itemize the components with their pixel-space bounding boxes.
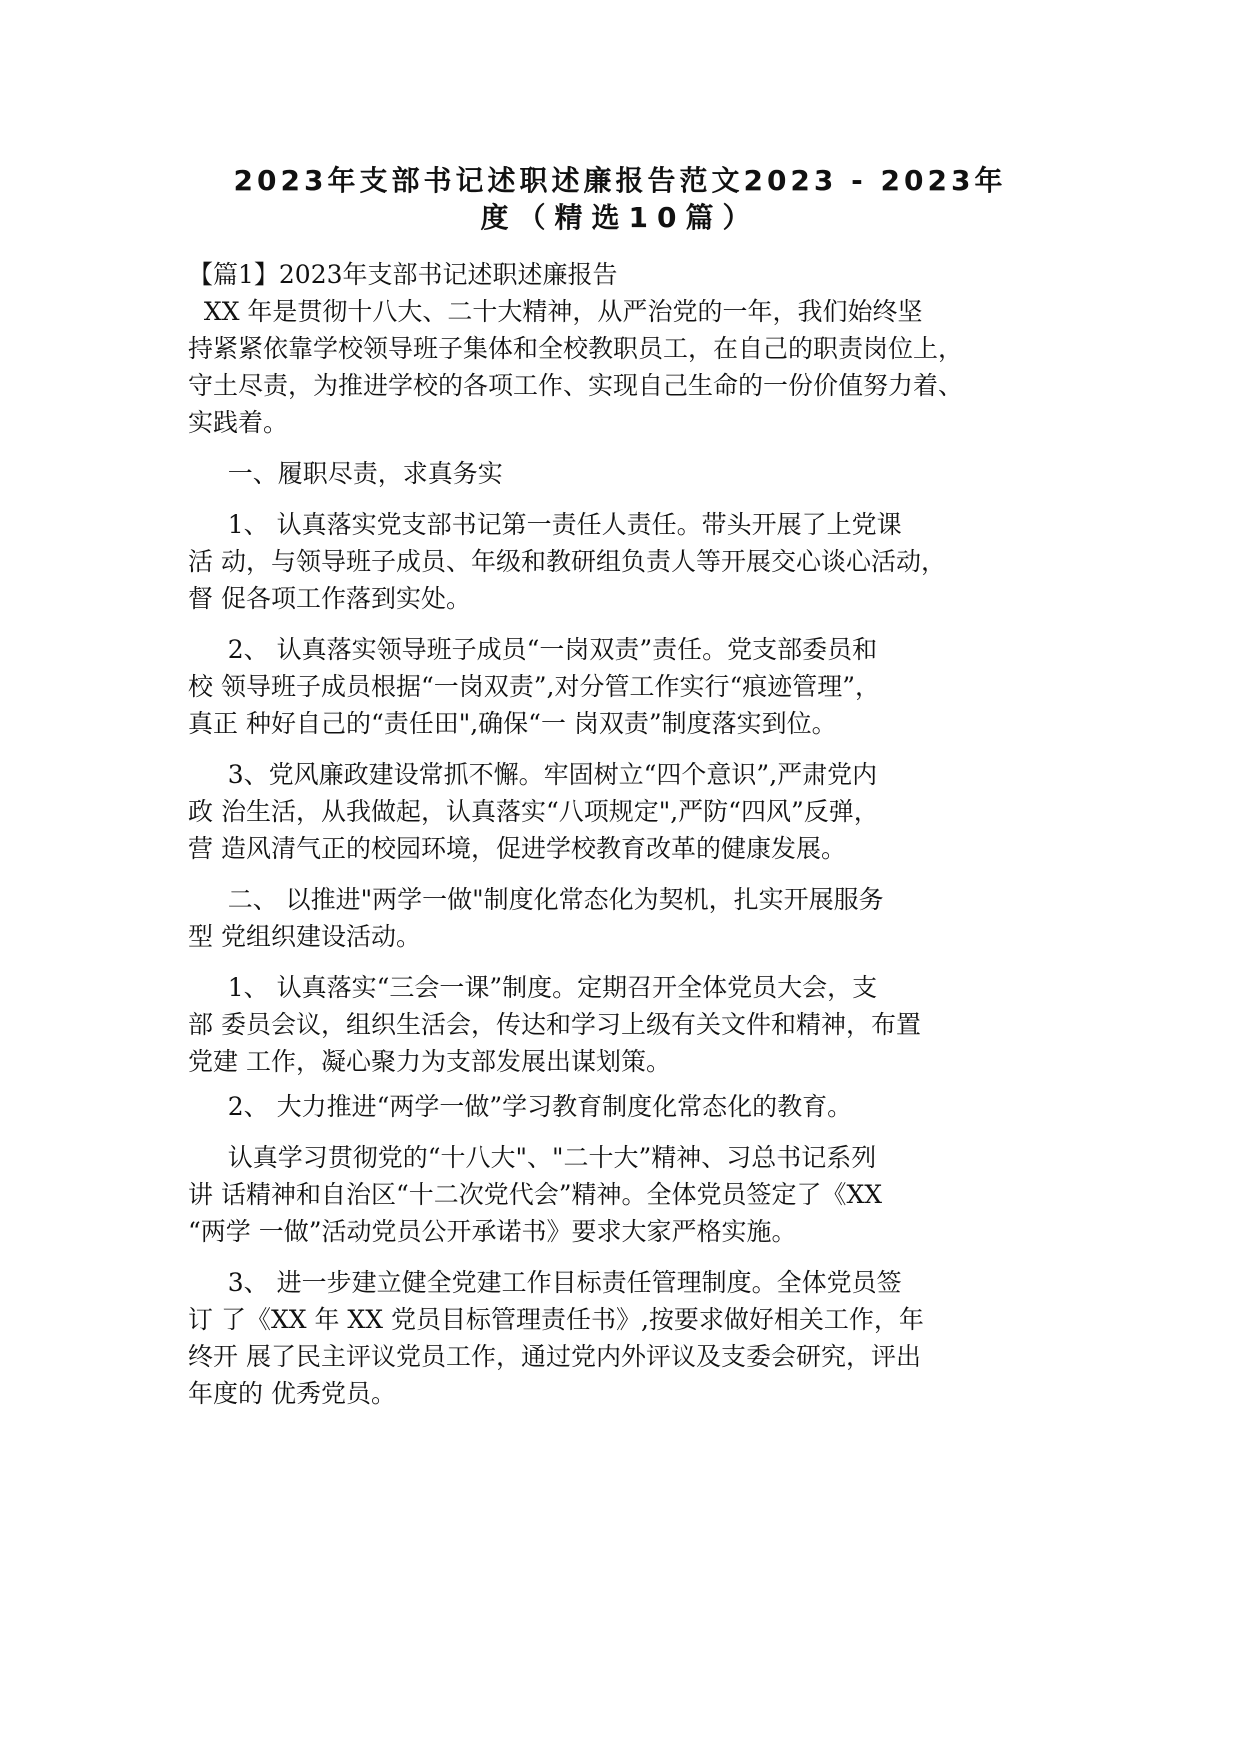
paragraph-line: 终开 展了民主评议党员工作，通过党内外评议及支委会研究，评出 [188,1342,921,1371]
paragraph-line: 守土尽责，为推进学校的各项工作、实现自己生命的一份价值努力着、 [188,371,964,400]
paragraph-line: 认真学习贯彻党的“十八大"、"二十大”精神、习总书记系列 [188,1143,877,1172]
paragraph [188,756,1068,867]
paragraph [188,293,1068,441]
section-heading: 【篇1】2023年支部书记述职述廉报告 [188,260,618,289]
paragraph [188,881,1068,955]
paragraph-line: 部 委员会议，组织生活会，传达和学习上级有关文件和精神，布置 [188,1010,921,1039]
paragraph-line: 一、履职尽责，求真务实 [188,459,503,488]
paragraph [188,1139,1068,1250]
paragraph-line: XX 年是贯彻十八大、二十大精神，从严治党的一年，我们始终坚 [188,297,923,326]
paragraph [188,1088,1068,1125]
paragraph-line: 讲 话精神和自治区“十二次党代会”精神。全体党员签定了《XX [188,1180,883,1209]
paragraph-line: 年度的 优秀党员。 [188,1379,396,1408]
document-body [188,256,1068,1412]
paragraph-line: 二、 以推进"两学一做"制度化常态化为契机，扎实开展服务 [188,885,884,914]
paragraph-line: 政 治生活，从我做起，认真落实“八项规定",严防“四风”反弹， [188,797,879,826]
paragraph [188,1264,1068,1412]
paragraph-line: 督 促各项工作落到实处。 [188,584,471,613]
paragraph-line: 活 动，与领导班子成员、年级和教研组负责人等开展交心谈心活动， [188,547,946,576]
document-title [200,162,1040,236]
document-title-line: 2023年支部书记述职述廉报告范文2023 - 2023年 [233,164,1007,197]
paragraph-line: 1、 认真落实“三会一课”制度。定期召开全体党员大会，支 [188,973,878,1002]
paragraph-line: 2、 认真落实领导班子成员“一岗双责”责任。党支部委员和 [188,635,878,664]
paragraph-line: “两学 一做”活动党员公开承诺书》要求大家严格实施。 [188,1217,797,1246]
paragraph-line: 型 党组织建设活动。 [188,922,421,951]
paragraph-line: 校 领导班子成员根据“一岗双责”,对分管工作实行“痕迹管理”， [188,672,881,701]
paragraph-line: 订 了《XX 年 XX 党员目标管理责任书》,按要求做好相关工作，年 [188,1305,924,1334]
paragraph-line: 真正 种好自己的“责任田",确保“一 岗双责”制度落实到位。 [188,709,837,738]
paragraph-line: 1、 认真落实党支部书记第一责任人责任。带头开展了上党课 [188,510,902,539]
paragraph-line: 2、 大力推进“两学一做”学习教育制度化常态化的教育。 [188,1092,853,1121]
document-title-line: 度（精选10篇） [480,201,760,234]
paragraph [188,969,1068,1080]
paragraph-line: 3、党风廉政建设常抓不懈。牢固树立“四个意识”,严肃党内 [188,760,878,789]
paragraph-line: 持紧紧依靠学校领导班子集体和全校教职员工，在自己的职责岗位上， [188,334,964,363]
paragraph-line: 3、 进一步建立健全党建工作目标责任管理制度。全体党员签 [188,1268,902,1297]
subsection-heading [188,455,1068,492]
paragraph-line: 实践着。 [188,408,289,437]
paragraph [188,631,1068,742]
paragraph-line: 党建 工作，凝心聚力为支部发展出谋划策。 [188,1047,671,1076]
paragraph [188,506,1068,617]
paragraph-line: 营 造风清气正的校园环境，促进学校教育改革的健康发展。 [188,834,846,863]
